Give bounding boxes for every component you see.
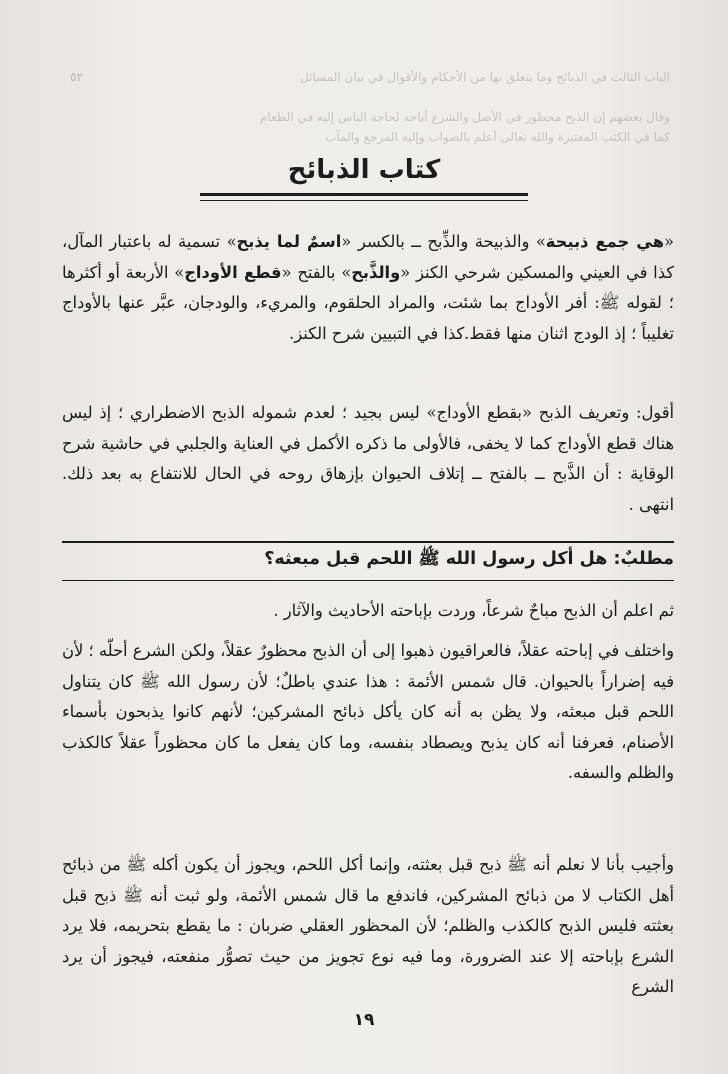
page-number: ١٩ — [353, 1010, 375, 1030]
bleed-through-text: كما في الكتب المعتبرة والله تعالى أعلم بالصواب وإليه المرجع والمآب — [325, 130, 670, 144]
paragraph-disagreement: واختلف في إباحته عقلاً، فالعراقيون ذهبوا إلى أن الذبح محظورٌ عقلاً، ولكن الشرع أحلّه ؛ لأن فيه إضراراً بالحيوان. قال شمس الأئمة : هذا عندي باطلٌ؛ لأن رسول الله ﷺ كان يتناول اللحم قبل مبعثه، ولا يظن به أنه كان يأكل ذبائح المشركين؛ لأنهم كانوا يذبحون بأسماء الأصنام، فعرفنا أنه كان يذبح ويصطاد بنفسه، وما كان يفعل ما كان محظوراً عقلاً كالكذب والظلم والسفه. — [62, 641, 674, 783]
bold-term: قطع الأوداج — [184, 262, 282, 282]
bleed-through-text: ٥٢ — [70, 70, 83, 84]
paragraph-definition: «هي جمع ذبيحة» والذبيحة والذِّبح ــ بالكسر «اسمٌ لما يذبح» تسمية له باعتبار المآل، كذا في العيني والمسكين شرحي الكنز «والذَّبح» بالفتح «قطع الأوداج» الأربعة أو أكثرها ؛ لقوله ﷺ: أفر الأوداج بما شئت، والمراد الحلقوم، والمريء، والودجان، عبَّر عنها بالأوداج تغليباً ؛ إذ الودج اثنان منها فقط.كذا في التبيين شرح الكنز. — [62, 232, 674, 343]
section-rule-top — [62, 541, 674, 543]
paragraph-response: وأجيب بأنا لا نعلم أنه ﷺ ذبح قبل بعثته، وإنما أكل اللحم، ويجوز أن يكون أكله ﷺ من ذبائح أهل الكتاب لا من ذبائح المشركين، فاندفع ما قال شمس الأئمة، ولو ثبت أنه ﷺ ذبح قبل بعثته فليس الذبح كالكذب والظلم؛ لأن المحظور العقلي ضربان : ما يقطع بتحريمه، فلا يرد الشرع بإباحته إلا عند الضرورة، وما فيه نوع تجويز من حيث تصوُّر منفعته، فيجوز أن يرد الشرع — [62, 855, 674, 997]
paragraph-permissibility: ثم اعلم أن الذبح مباحٌ شرعاً، وردت بإباحته الأحاديث والآثار . — [273, 601, 674, 620]
bold-term: والذَّبح — [351, 262, 401, 282]
title-underline — [200, 193, 528, 201]
chapter-title: كتاب الذبائح — [287, 155, 441, 185]
section-rule-bottom — [62, 580, 674, 581]
bold-term: اسمٌ لما يذبح — [236, 232, 342, 251]
bleed-through-text: الباب الثالث في الذبائح وما يتعلق بها من الأحكام والأقوال في بيان المسائل — [299, 70, 670, 84]
paragraph-author-comment: أقول: وتعريف الذبح «بقطع الأوداج» ليس بجيد ؛ لعدم شموله الذبح الاضطراري ؛ إذ ليس هناك قطع الأوداج كما لا يخفى، فالأولى ما ذكره الأكمل في العناية والجلبي في حاشية شرح الوقاية : أن الذَّبح ــ بالفتح ــ إتلاف الحيوان بإزهاق روحه في الحال للانتفاع به بعد ذلك. انتهى . — [62, 403, 674, 514]
bleed-through-text: وقال بعضهم إن الذبح محظور في الأصل والشرع أباحه لحاجة الناس إليه في الطعام — [259, 110, 670, 124]
bold-term: هي جمع ذبيحة — [545, 232, 665, 251]
section-heading: مطلبٌ: هل أكل رسول الله ﷺ اللحم قبل مبعثه؟ — [264, 549, 674, 569]
